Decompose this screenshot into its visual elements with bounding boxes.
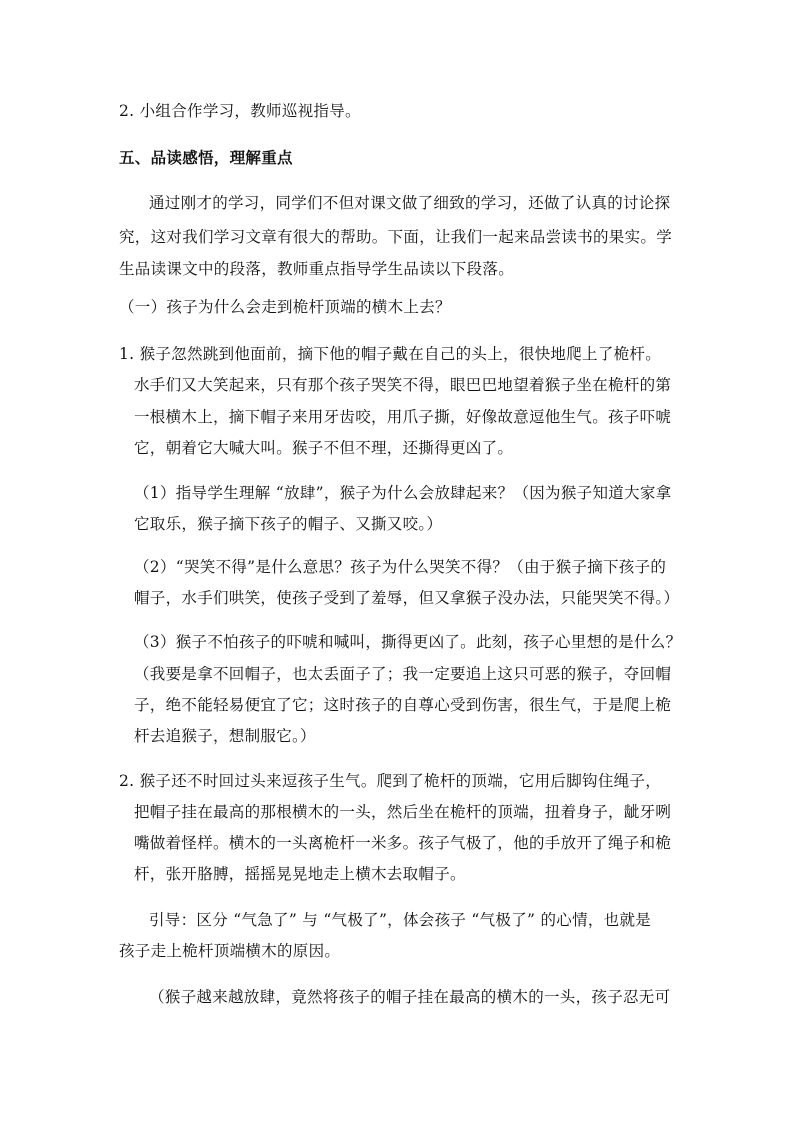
sub-2-line-1: （2）“哭笑不得”是什么意思？孩子为什么哭笑不得？（由于猴子摘下孩子的 — [134, 558, 667, 576]
passage-1-line-2: 水手们又大笑起来，只有那个孩子哭笑不得，眼巴巴地望着猴子坐在桅杆的第 — [134, 376, 672, 394]
sub-1-line-2: 它取乐，猴子摘下孩子的帽子、又撕又咬。） — [134, 515, 443, 533]
passage-2-line-1: 2. 猴子还不时回过头来逗孩子生气。爬到了桅杆的顶端，它用后脚钩住绳子， — [119, 772, 662, 790]
passage-2-line-4: 杆，张开胳膊，摇摇晃晃地走上横木去取帽子。 — [134, 865, 466, 883]
passage-1-line-3: 一根横木上，摘下帽子来用牙齿咬，用爪子撕，好像故意逗他生气。孩子吓唬 — [134, 408, 672, 426]
sub-3-line-4: 杆去追猴子，想制服它。） — [134, 727, 316, 745]
sub-2-line-2: 帽子，水手们哄笑，使孩子受到了羞辱，但又拿猴子没办法，只能哭笑不得。） — [134, 589, 680, 607]
intro-line-1: 通过刚才的学习，同学们不但对课文做了细致的学习，还做了认真的讨论探 — [149, 194, 671, 212]
step-2-line: 2. 小组合作学习，教师巡视指导。 — [119, 102, 361, 120]
closing-line-1: （猴子越来越放肆，竟然将孩子的帽子挂在最高的横木的一头，孩子忍无可 — [149, 988, 671, 1006]
passage-1-line-1: 1. 猴子忽然跳到他面前，摘下他的帽子戴在自己的头上，很快地爬上了桅杆。 — [119, 345, 662, 363]
sub-3-line-2: （我要是拿不回帽子，也太丢面子了；我一定要追上这只可恶的猴子，夺回帽 — [134, 665, 672, 683]
passage-2-line-2: 把帽子挂在最高的那根横木的一头，然后坐在桅杆的顶端，扭着身子，龇牙咧 — [134, 803, 672, 821]
sub-3-line-3: 子，绝不能轻易便宜了它；这时孩子的自尊心受到伤害，很生气，于是爬上桅 — [134, 696, 672, 714]
intro-line-3: 生品读课文中的段落，教师重点指导学生品读以下段落。 — [119, 260, 515, 278]
guide-line-1: 引导：区分 “气急了” 与 “气极了”，体会孩子 “气极了” 的心情，也就是 — [149, 911, 652, 929]
passage-2-line-3: 嘴做着怪样。横木的一头离桅杆一米多。孩子气极了，他的手放开了绳子和桅 — [134, 834, 672, 852]
guide-line-2: 孩子走上桅杆顶端横木的原因。 — [119, 942, 341, 960]
passage-1-line-4: 它，朝着它大喊大叫。猴子不但不理，还撕得更凶了。 — [134, 439, 514, 457]
section-5-heading: 五、品读感悟，理解重点 — [119, 149, 293, 167]
sub-1-line-1: （1）指导学生理解 “放肆”，猴子为什么会放肆起来？（因为猴子知道大家拿 — [134, 484, 672, 502]
intro-line-2: 究，这对我们学习文章有很大的帮助。下面，让我们一起来品尝读书的果实。学 — [119, 228, 673, 246]
question-1-heading: （一）孩子为什么会走到桅杆顶端的横木上去？ — [119, 298, 451, 316]
sub-3-line-1: （3）猴子不怕孩子的吓唬和喊叫，撕得更凶了。此刻，孩子心里想的是什么？ — [134, 633, 682, 651]
